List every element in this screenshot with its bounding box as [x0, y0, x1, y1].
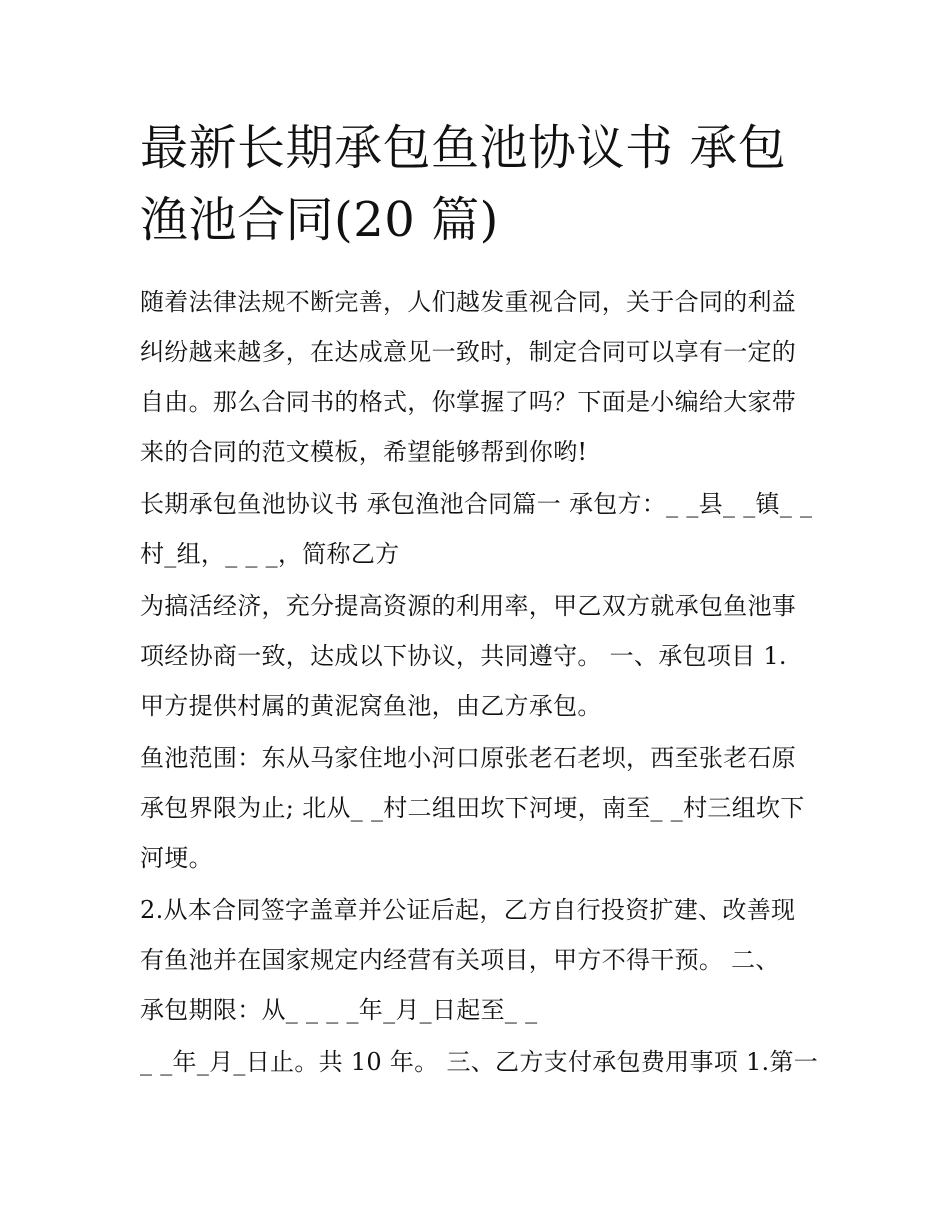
body-text-line: 长期承包鱼池协议书 承包渔池合同篇一 承包方：_ _县_ _镇_ _ — [140, 490, 813, 518]
document-title — [140, 112, 830, 256]
body-text-line: 2.从本合同签字盖章并公证后起，乙方自行投资扩建、改善现 — [140, 896, 796, 924]
body-text-line: _ _年_月_日止。共 10 年。 三、乙方支付承包费用事项 1.第一 — [140, 1048, 819, 1076]
body-text-line: 承包期限：从_ _ _ _年_月_日起至_ _ — [140, 996, 538, 1024]
body-text-line: 随着法律法规不断完善，人们越发重视合同，关于合同的利益 — [140, 288, 797, 316]
body-text-line: 自由。那么合同书的格式，你掌握了吗？下面是小编给大家带 — [140, 388, 797, 416]
body-text-line: 有鱼池并在国家规定内经营有关项目，甲方不得干预。 二、 — [140, 946, 780, 974]
body-text-line: 来的合同的范文模板，希望能够帮到你哟! — [140, 438, 588, 466]
title-line-2: 渔池合同(20 篇) — [140, 192, 499, 248]
body-text-line: 村_组，_ _ _，简称乙方 — [140, 540, 400, 568]
body-text-line: 纠纷越来越多，在达成意见一致时，制定合同可以享有一定的 — [140, 338, 797, 366]
title-line-1: 最新长期承包鱼池协议书 承包 — [140, 120, 787, 176]
body-text-line: 河埂。 — [140, 844, 213, 872]
body-text-line: 承包界限为止; 北从_ _村二组田坎下河埂，南至_ _村三组坎下 — [140, 794, 805, 822]
body-text-line: 为搞活经济，充分提高资源的利用率，甲乙双方就承包鱼池事 — [140, 592, 797, 620]
body-text-line: 甲方提供村属的黄泥窝鱼池，由乙方承包。 — [140, 692, 602, 720]
body-text-line: 项经协商一致，达成以下协议，共同遵守。 一、承包项目 1. — [140, 642, 787, 670]
body-text-line: 鱼池范围：东从马家住地小河口原张老石老坝，西至张老石原 — [140, 744, 797, 772]
